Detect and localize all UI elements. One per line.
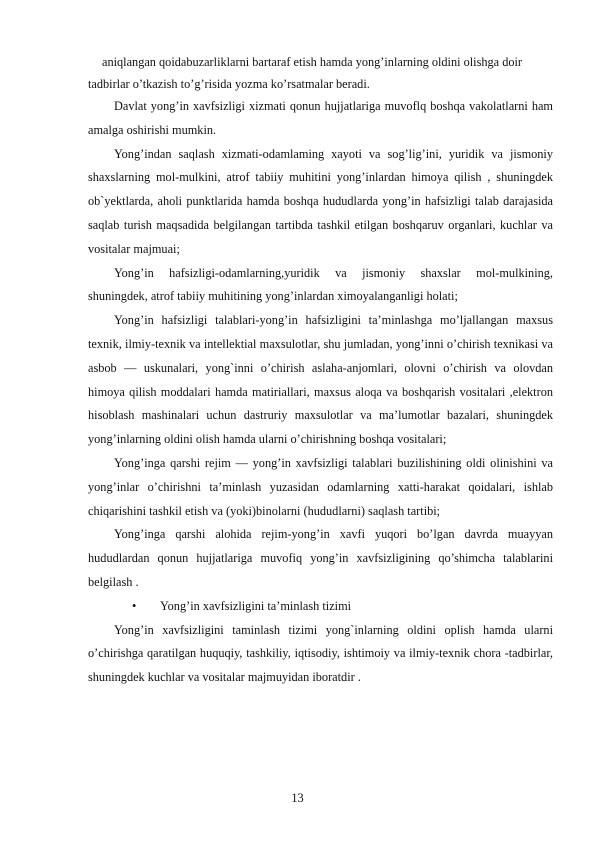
body-text bbox=[88, 51, 553, 690]
bullet-item-text: Yong’in xavfsizligini ta’minlash tizimi bbox=[160, 598, 352, 613]
paragraph-davlat-xizmati: Davlat yong’in xavfsizligi xizmati qonun hujjatlariga muvoflq boshqa vakolatlarni ham amalga oshirishi mumkin. bbox=[88, 99, 553, 137]
paragraph-yonginga-qarshi-rejim: Yong’inga qarshi rejim — yong’in xavfsizligi talablari buzilishining oldi olinishini va yong’inlar o’chirishni ta’minlash yuzasidan odamlarning xatti-harakat qoidalari, ishlab chiqarishini tashkil etish va (yoki)binolarni (hududlarni) saqlash tartibi; bbox=[88, 455, 553, 518]
paragraph-yongindan-saqlash: Yong’indan saqlash xizmati-odamlaming xayoti va sog’lig’ini, yuridik va jismoniy shaxslarning mol-mulkini, atrof tabiiy muhitini yong’inlardan himoya qilish , shuningdek ob`yektlarda, aholi punktlarida hamda boshqa hududlarda yong’in hafsizligi talab darajasida saqlab turish maqsadida belgilangan tartibda tashkil etilgan boshqaruv organlari, kuchlar va vositalar majmuai; bbox=[88, 146, 553, 256]
paragraph-yongin-hafsizligi: Yong’in hafsizligi-odamlarning,yuridik va jismoniy shaxslar mol-mulkining, shuningdek, atrof tabiiy muhitining yong’inlardan ximoyalanganligi holati; bbox=[88, 265, 553, 304]
page-number: 13 bbox=[291, 791, 304, 805]
paragraph-alohida-rejim: Yong’inga qarshi alohida rejim-yong’in xavfi yuqori bo’lgan davrda muayyan hududlardan qonun hujjatlariga muvofiq yong’in xavfsizligining qo’shimcha talablarini belgilash . bbox=[88, 527, 553, 589]
bullet-item bbox=[88, 595, 553, 619]
paragraph-continued: aniqlangan qoidabuzarliklarni bartaraf etish hamda yong’inlarning oldini olishga doir tadbirlar o’tkazish to’g’risida yozma ko’rsatmalar beradi. bbox=[88, 55, 523, 91]
paragraph-hafsizlik-talablari: Yong’in hafsizligi talablari-yong’in hafsizligini ta’minlashga mo’ljallangan maxsus texnik, ilmiy-texnik va intellektial maxsulotlar, shu jumladan, yong’inni o’chirish texnikasi va asbob — uskunalari, yong`inni o’chirish aslaha-anjomlari, olovni o’chirish va olovdan himoya qilish moddalari hamda matiriallari, maxsus aloqa va boshqarish vositalari ,elektron hisoblash mashinalari uchun dastruriy maxsulotlar va ma’lumotlar bazalari, shuningdek yong’inlarning oldini olish hamda ularni o’chirishning boshqa vositalari; bbox=[88, 313, 553, 447]
bullet-icon: • bbox=[132, 598, 137, 613]
paragraph-tizim: Yong’in xavfsizligini taminlash tizimi yong`inlarning oldini oplish hamda ularni o’chirishga qaratilgan huquqiy, tashkiliy, iqtisodiy, ishtimoiy va ilmiy-texnik chora -tadbirlar, shuningdek kuchlar va vositalar majmuyidan iboratdir . bbox=[88, 622, 553, 685]
